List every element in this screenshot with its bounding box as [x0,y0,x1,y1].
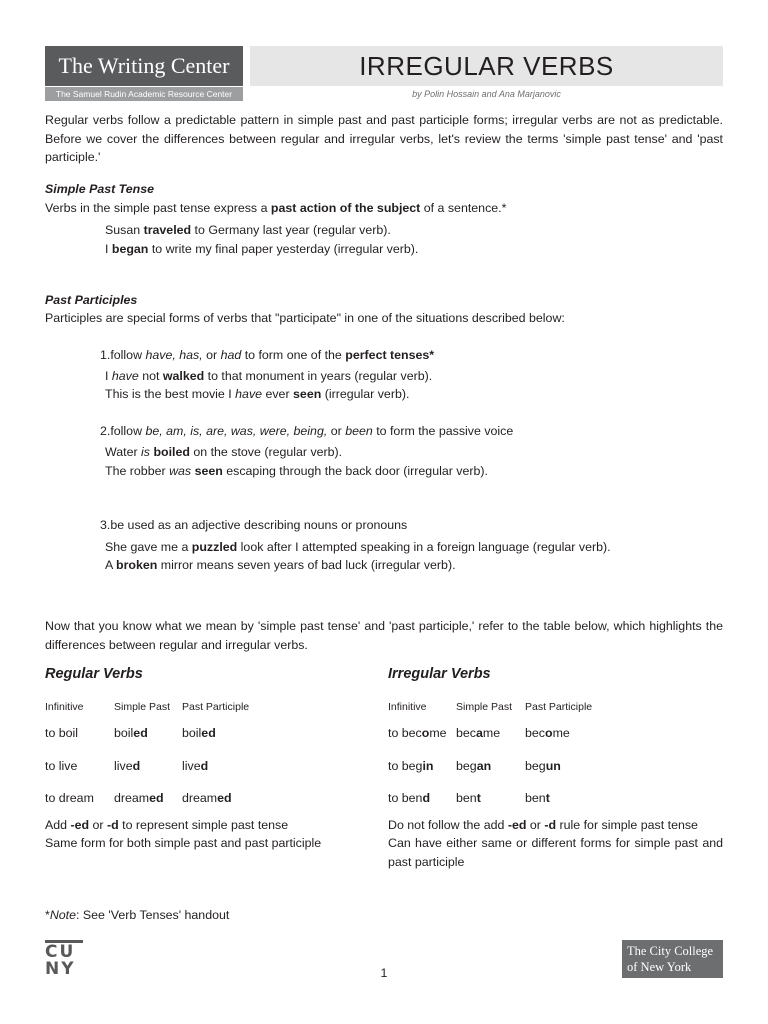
transition-paragraph: Now that you know what we mean by 'simple past tense' and 'past participle,' refer to the table below, which highlights the differences between regular and irregular verbs. [45,619,723,652]
irregular-col-infinitive: Infinitive [388,701,427,713]
irregular-note-2: Can have either same or different forms for simple past and past participle [388,836,723,869]
regular-row-1-past-participle: boiled [182,726,216,740]
regular-row-3-infinitive: to dream [45,791,94,805]
participle-rule-3-example-2: A broken mirror means seven years of bad luck (irregular verb). [105,558,456,572]
participle-rule-2: 2.follow be, am, is, are, was, were, being, or been to form the passive voice [100,424,514,438]
regular-row-1-infinitive: to boil [45,726,79,740]
irregular-row-3-infinitive: to bend [388,791,431,805]
regular-row-2-infinitive: to live [45,759,78,773]
past-participles-heading: Past Participles [45,293,138,307]
regular-row-2-simple-past: lived [114,759,141,773]
regular-col-infinitive: Infinitive [45,701,84,713]
cuny-logo-line-2: NY [45,959,76,979]
cuny-logo [45,940,83,978]
logo-subtitle: The Samuel Rudin Academic Resource Center [45,87,243,101]
regular-verbs-title: Regular Verbs [45,666,143,682]
regular-row-3-past-participle: dreamed [182,791,232,805]
irregular-row-3-simple-past: bent [456,791,481,805]
irregular-row-2-past-participle: begun [525,759,561,773]
cuny-logo-line-1: CU [45,940,83,961]
page-title: IRREGULAR VERBS [250,46,723,86]
irregular-col-past-participle: Past Participle [525,701,593,713]
regular-row-2-past-participle: lived [182,759,209,773]
irregular-note-1: Do not follow the add -ed or -d rule for simple past tense [388,818,698,832]
simple-past-definition: Verbs in the simple past tense express a past action of the subject of a sentence.* [45,201,507,215]
irregular-row-2-simple-past: began [456,759,492,773]
irregular-row-1-past-participle: become [525,726,570,740]
writing-center-logo: The Writing Center [45,46,243,86]
participle-rule-3: 3.be used as an adjective describing nouns or pronouns [100,518,408,532]
past-participles-definition: Participles are special forms of verbs that "participate" in one of the situations described below: [45,311,565,325]
participle-rule-1-example-1: I have not walked to that monument in years (regular verb). [105,369,433,383]
simple-past-example-1: Susan traveled to Germany last year (regular verb). [105,223,391,237]
ccny-logo-line-2: of New York [627,960,692,974]
irregular-row-2-infinitive: to begin [388,759,434,773]
irregular-row-1-simple-past: became [456,726,501,740]
participle-rule-1-example-2: This is the best movie I have ever seen (irregular verb). [105,387,410,401]
intro-paragraph: Regular verbs follow a predictable pattern in simple past and past participle forms; irregular verbs are not as predictable. Before we cover the differences between regular and irregular verbs, let's review the terms 'simple past tense' and 'past participle.' [45,113,723,164]
regular-row-1-simple-past: boiled [114,726,148,740]
ccny-logo-line-1: The City College [627,944,714,958]
regular-note-1: Add -ed or -d to represent simple past tense [45,818,289,832]
irregular-row-3-past-participle: bent [525,791,550,805]
regular-row-3-simple-past: dreamed [114,791,164,805]
participle-rule-1: 1.follow have, has, or had to form one of the perfect tenses* [100,348,435,362]
regular-col-past-participle: Past Participle [182,701,250,713]
irregular-row-1-infinitive: to become [388,726,447,740]
irregular-verbs-title: Irregular Verbs [388,666,491,682]
ccny-logo [622,940,723,978]
irregular-col-simple-past: Simple Past [456,701,513,713]
byline: by Polin Hossain and Ana Marjanovic [412,89,561,99]
footnote: *Note: See 'Verb Tenses' handout [45,908,230,922]
regular-note-2: Same form for both simple past and past participle [45,836,322,850]
simple-past-example-2: I began to write my final paper yesterday (irregular verb). [105,242,419,256]
participle-rule-3-example-1: She gave me a puzzled look after I attempted speaking in a foreign language (regular verb). [105,540,611,554]
page-number: 1 [380,966,388,980]
regular-col-simple-past: Simple Past [114,701,171,713]
participle-rule-2-example-2: The robber was seen escaping through the back door (irregular verb). [105,464,488,478]
simple-past-heading: Simple Past Tense [45,182,155,196]
participle-rule-2-example-1: Water is boiled on the stove (regular verb). [105,445,343,459]
